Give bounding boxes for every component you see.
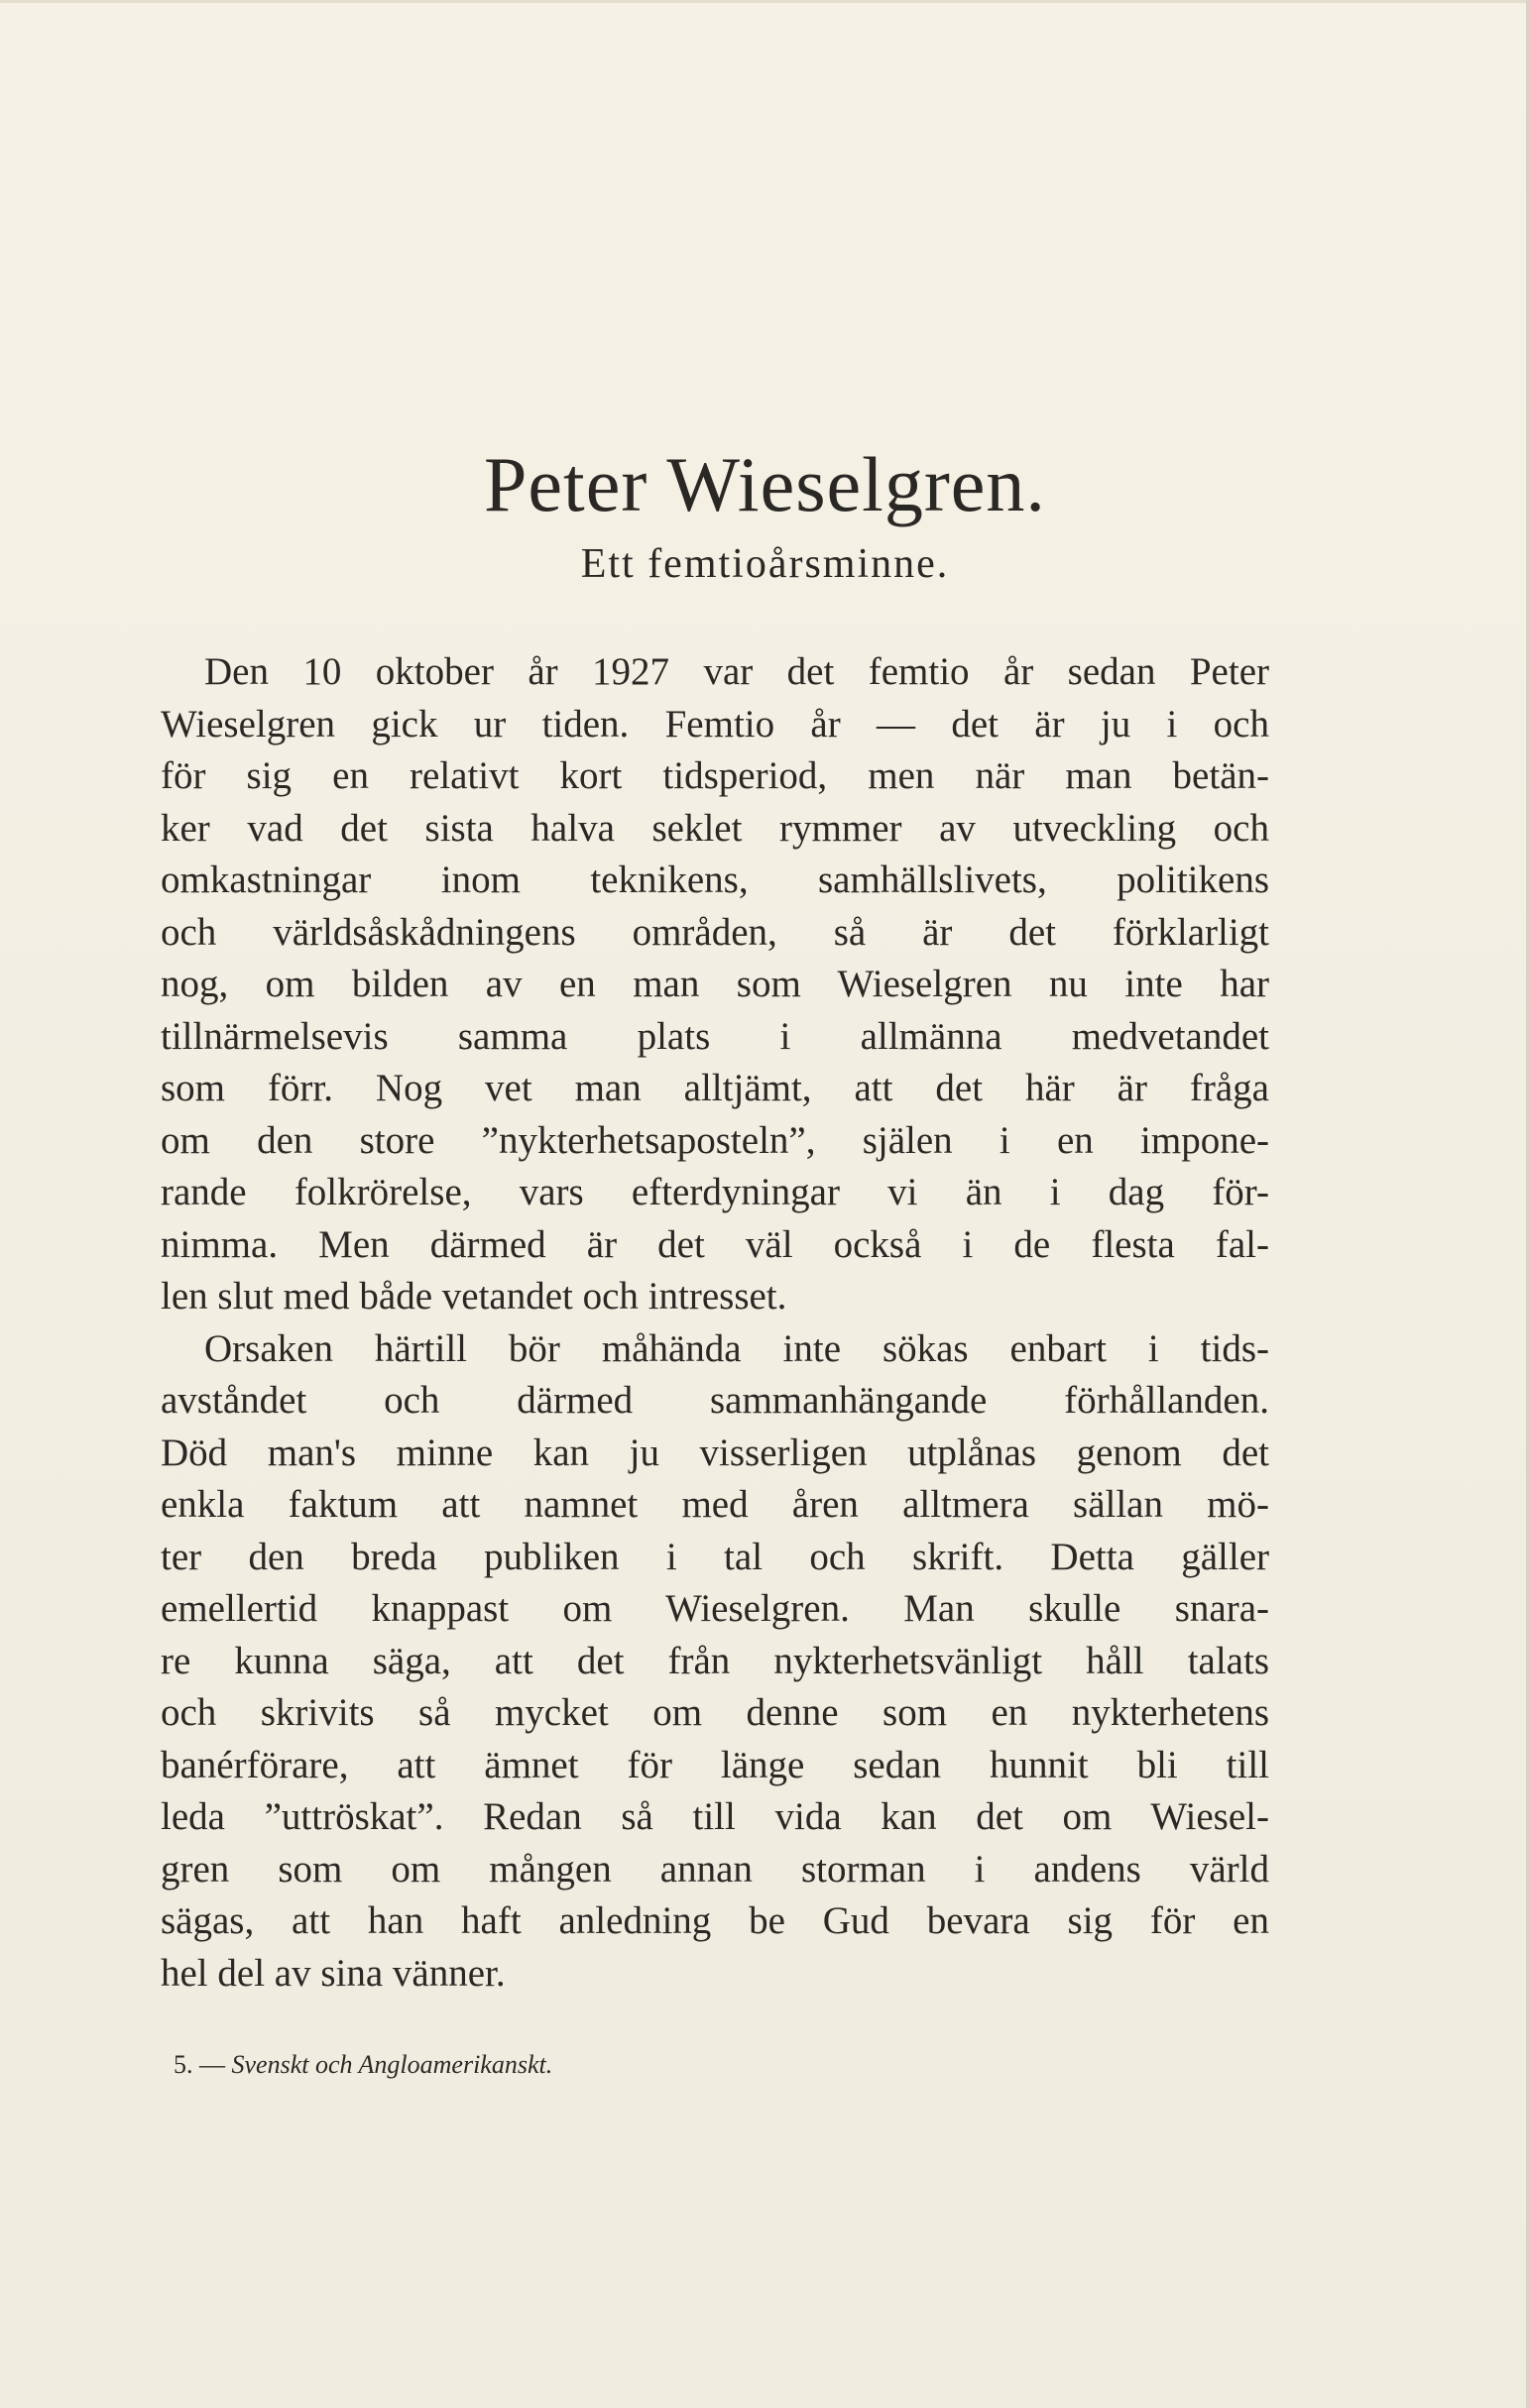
text-line: Död man's minne kan ju visserligen utplånas genom det <box>161 1431 1269 1474</box>
text-line: re kunna säga, att det från nykterhetsvänligt håll talats <box>161 1639 1269 1682</box>
text-line: avståndet och därmed sammanhängande förhållanden. <box>161 1379 1269 1422</box>
article-subtitle: Ett femtioårsminne. <box>580 541 950 587</box>
text-line: rande folkrörelse, vars efterdyningar vi än i dag för- <box>161 1171 1269 1213</box>
text-line: tillnärmelsevis samma plats i allmänna medvetandet <box>161 1014 1269 1058</box>
text-line: ker vad det sista halva seklet rymmer av utveckling och <box>161 806 1269 850</box>
paragraph-2 <box>161 1323 1269 2001</box>
page-signature-number: 5. — <box>174 2050 225 2079</box>
article-body <box>161 646 1269 2000</box>
text-line: om den store ”nykterhetsaposteln”, själen i en impone- <box>161 1118 1269 1162</box>
text-line: hel del av sina vänner. <box>161 1951 506 1995</box>
article-title: Peter Wieselgren. <box>484 441 1046 527</box>
text-line: ter den breda publiken i tal och skrift. Detta gäller <box>161 1535 1269 1578</box>
text-line: som förr. Nog vet man alltjämt, att det här är fråga <box>161 1067 1269 1109</box>
text-line: och skrivits så mycket om denne som en nykterhetens <box>161 1691 1269 1734</box>
paragraph-1 <box>161 646 1269 1323</box>
text-line: omkastningar inom teknikens, samhällslivets, politikens <box>161 859 1269 901</box>
page-edge-top <box>0 0 1530 3</box>
page-edge-right <box>1526 0 1530 2408</box>
text-line: och världsåskådningens områden, så är det förklarligt <box>161 910 1269 954</box>
text-line: len slut med både vetandet och intresset. <box>161 1275 787 1318</box>
publication-source: Svenskt och Angloamerikanskt. <box>231 2050 553 2079</box>
text-line: banérförare, att ämnet för länge sedan hunnit bli till <box>161 1743 1269 1786</box>
page-footer <box>174 2052 552 2078</box>
text-line: Den 10 oktober år 1927 var det femtio år sedan Peter <box>204 650 1269 693</box>
text-line: Orsaken härtill bör måhända inte sökas enbart i tids- <box>204 1326 1269 1370</box>
text-line: enkla faktum att namnet med åren alltmera sällan mö- <box>161 1483 1269 1526</box>
text-line: Wieselgren gick ur tiden. Femtio år — det är ju i och <box>161 702 1269 745</box>
text-line: nimma. Men därmed är det väl också i de flesta fal- <box>161 1222 1269 1266</box>
text-line: gren som om mången annan storman i andens värld <box>161 1847 1269 1891</box>
text-line: för sig en relativt kort tidsperiod, men när man betän- <box>161 754 1269 797</box>
text-line: emellertid knappast om Wieselgren. Man skulle snara- <box>161 1587 1269 1630</box>
text-line: leda ”uttröskat”. Redan så till vida kan det om Wiesel- <box>161 1795 1269 1838</box>
text-line: nog, om bilden av en man som Wieselgren nu inte har <box>161 963 1269 1005</box>
text-line: sägas, att han haft anledning be Gud bevara sig för en <box>161 1899 1269 1942</box>
